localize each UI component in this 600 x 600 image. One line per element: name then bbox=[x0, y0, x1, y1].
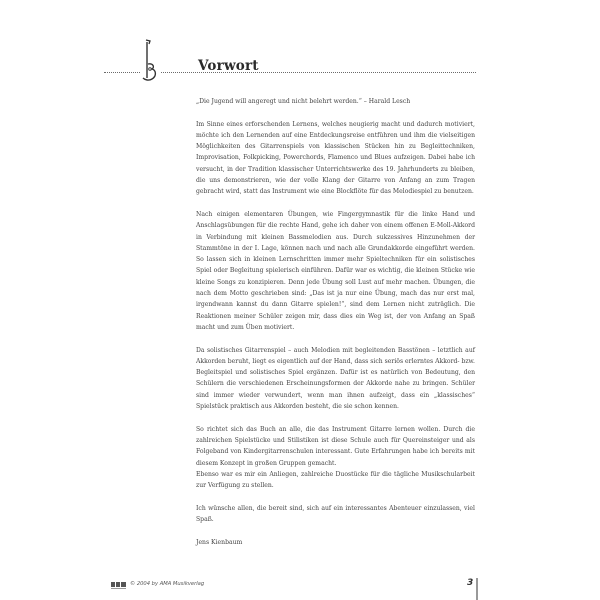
copyright-notice: © 2004 by AMA Musikverlag bbox=[130, 581, 205, 587]
paragraph: Ebenso war es mir ein Anliegen, zahlreiche Duostücke für die tägliche Musikschularbeit zur Verfügung zu stellen. bbox=[196, 470, 475, 490]
paragraph: Da solistisches Gitarrenspiel – auch Melodien mit begleitenden Basstönen – letztlich auf Akkorden beruht, liegt es eigentlich auf der Hand, dass sich seriös erlerntes Akkord- bzw. Begleitspiel und solistisches Spiel ergänzen. Dafür ist es natürlich von Bedeutung, den Schülern die verschiedenen Erscheinungsformen der Akkorde nahe zu bringen. Schüler sind immer wieder verwundert, wenn man ihnen aufzeigt, dass ein „klassisches“ Spielstück praktisch aus Akkorden besteht, die sie schon kennen. bbox=[196, 346, 475, 411]
paragraph: Im Sinne eines erforschenden Lernens, welches neugierig macht und dadurch motiviert, möchte ich den Lernenden auf eine Entdeckungsreise entführen und ihm die vielseitigen Möglichkeiten des Gitarrenspiels von klassischen Stücken hin zu Begleittechniken, Improvisation, Folkpicking, Powerchords, Flamenco und Blues aufzeigen. Dabei habe ich versucht, in der Tradition klassischer Unterrichtswerke des 19. Jahrhunderts zu bleiben, die uns demonstrieren, wie der volle Klang der Gitarre von Anfang an zum Tragen gebracht wird, statt das Instrument wie eine Blockflöte für das Melodiespiel zu benutzen. bbox=[196, 120, 475, 196]
page-number: 3 bbox=[467, 578, 474, 588]
page-title: Vorwort bbox=[198, 58, 259, 74]
page-number-bar bbox=[476, 578, 478, 600]
guitar-icon bbox=[140, 38, 162, 82]
epigraph-quote: „Die Jugend will angeregt und nicht belehrt werden.“ – Harald Lesch bbox=[196, 98, 411, 105]
signature: Jens Kienbaum bbox=[196, 538, 243, 546]
paragraph: Nach einigen elementaren Übungen, wie Fingergymnastik für die linke Hand und Anschlagsübungen für die rechte Hand, gehe ich daher von einem offenen E-Moll-Akkord in Verbindung mit kleinen Bassmelodien aus. Durch sukzessives Hinzunehmen der Stammtöne in der I. Lage, können nach und nach alle Grundakkorde eingeführt werden. So lassen sich in kleinen Lernschritten immer mehr Spieltechniken für ein solistisches Spiel oder Begleitung spielerisch einführen. Dafür war es wichtig, die kleinen Stücke wie kleine Songs zu konzipieren. Denn jede Übung soll Lust auf mehr machen. Übungen, die nach dem Motto geschrieben sind: „Das ist ja nur eine Übung, mach das nur erst mal, irgendwann kannst du dann Gitarre spielen!“, sind dem Lernen nicht zuträglich. Die Reaktionen meiner Schüler zeigen mir, dass dies ein Weg ist, der von Anfang an Spaß macht und zum Üben motiviert. bbox=[196, 210, 475, 331]
publisher-logo-icon bbox=[111, 582, 127, 590]
paragraph: So richtet sich das Buch an alle, die das Instrument Gitarre lernen wollen. Durch die zahlreichen Spielstücke und Stilistiken ist diese Schule auch für Quereinsteiger und als Folgeband von Kindergitarrenschulen interessant. Gute Erfahrungen habe ich bereits mit diesem Konzept in großen Gruppen gemacht. bbox=[196, 425, 475, 467]
paragraph: Ich wünsche allen, die bereit sind, sich auf ein interessantes Abenteuer einzulassen, viel Spaß. bbox=[196, 504, 475, 523]
preface-text bbox=[196, 96, 475, 559]
